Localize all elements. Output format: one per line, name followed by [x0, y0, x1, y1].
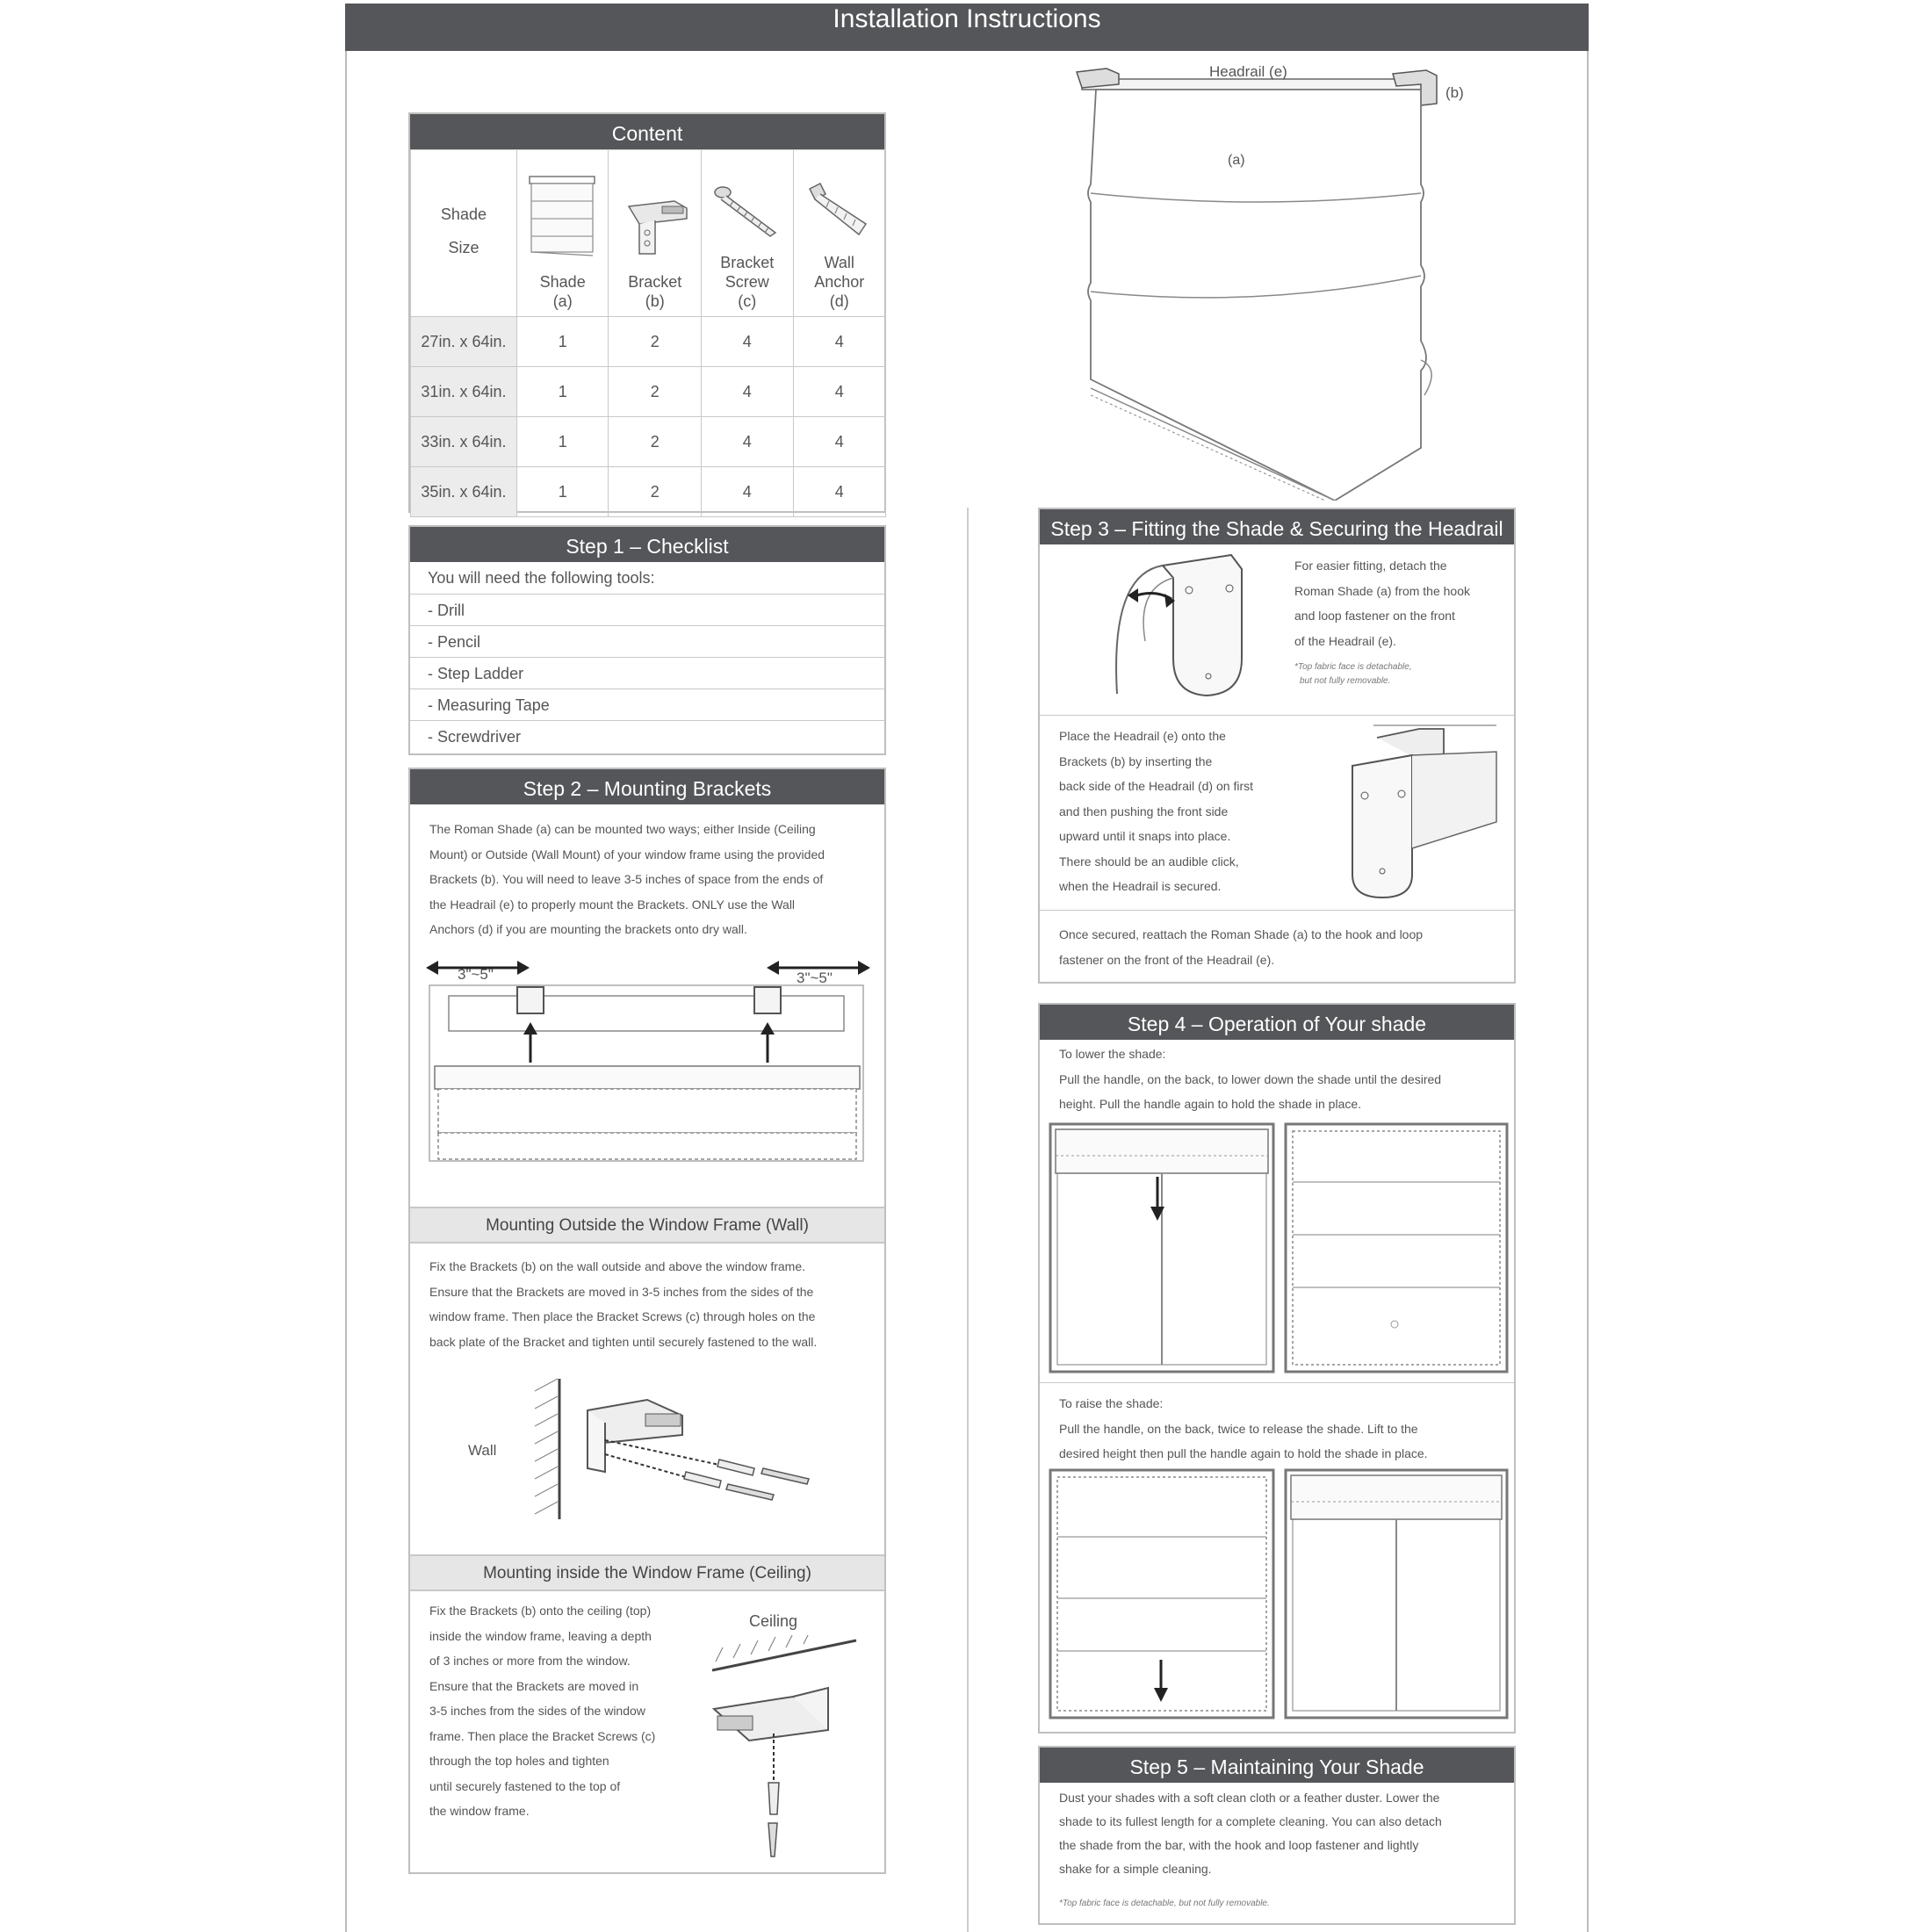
step4-section [1038, 1003, 1516, 1734]
dimension-left: 3"~5" [458, 966, 494, 983]
wall-anchor-icon [797, 178, 882, 249]
ceiling-mount-diagram [705, 1635, 872, 1864]
outside-mount-text: Fix the Brackets (b) on the wall outside and above the window frame. Ensure that the Brackets are moved in 3-5 inches from the sides of the window frame. Then place the Bracket Screws (c) through holes on the back plate of the Bracket and tighten until securely fastened to the wall. [429, 1259, 818, 1349]
roman-shade-illustration [1071, 61, 1484, 501]
step2-section [408, 768, 886, 1874]
lower-text: To lower the shade: Pull the handle, on the back, to lower down the shade until the desired height. Pull the handle again to hold the shade in place. [1059, 1047, 1442, 1111]
step1-title: Step 1 – Checklist [410, 527, 884, 562]
step1-section [408, 525, 886, 755]
list-item: - Screwdriver [410, 720, 884, 752]
step3-separator [1040, 715, 1514, 716]
tools-list [410, 562, 884, 752]
wall-label: Wall [468, 1442, 497, 1459]
tools-intro: You will need the following tools: [428, 569, 655, 587]
content-table [410, 149, 886, 517]
list-item: - Measuring Tape [410, 688, 884, 720]
bracket-icon [613, 189, 697, 268]
headrail-bracket-diagram [1321, 717, 1514, 905]
step5-title: Step 5 – Maintaining Your Shade [1040, 1748, 1514, 1783]
screw-header: Bracket Screw (c) [701, 150, 793, 317]
table-row: 27in. x 64in. 1 2 4 4 [411, 317, 886, 367]
step5-text: Dust your shades with a soft clean cloth or a feather duster. Lower the shade to its fullest length for a complete cleaning. You can also detach the shade from the bar, with the hook and loop fastener and lightly shake for a simple cleaning. [1059, 1791, 1442, 1876]
size-header: Shade Size [411, 150, 517, 317]
ceiling-label: Ceiling [749, 1612, 798, 1630]
table-row: 31in. x 64in. 1 2 4 4 [411, 367, 886, 417]
step5-note: *Top fabric face is detachable, but not fully removable. [1059, 1899, 1270, 1908]
step2-text: The Roman Shade (a) can be mounted two ways; either Inside (Ceiling Mount) or Outside (Wall Mount) of your window frame using the provided Brackets (b). You will need to leave 3-5 inches of space from the ends of the Headrail (e) to properly mount the Brackets. ONLY use the Wall Anchors (d) if you are mounting the brackets onto dry wall. [429, 822, 825, 936]
place-headrail-text: Place the Headrail (e) onto the Brackets (b) by inserting the back side of the Headrail (d) on first and then pushing the front side upward until it snaps into place. There should be an audible click, when the Headrail is secured. [1059, 729, 1253, 893]
shade-header: Shade (a) [516, 150, 609, 317]
list-item: - Drill [410, 594, 884, 625]
page-title: Installation Instructions [345, 4, 1589, 51]
screw-icon [705, 178, 789, 249]
content-section [408, 112, 886, 513]
column-divider [967, 508, 969, 1932]
outside-mount-title: Mounting Outside the Window Frame (Wall) [410, 1207, 884, 1244]
detach-note: *Top fabric face is detachable, but not fully removable. [1294, 662, 1412, 686]
reattach-text: Once secured, reattach the Roman Shade (a) to the hook and loop fastener on the front of the Headrail (e). [1059, 927, 1424, 967]
detach-shade-diagram [1057, 553, 1268, 703]
wall-mount-diagram [524, 1373, 876, 1532]
shade-icon [521, 171, 605, 268]
shade-label: (a) [1228, 153, 1245, 168]
content-title: Content [410, 114, 884, 149]
step3-section [1038, 508, 1516, 984]
table-row: 33in. x 64in. 1 2 4 4 [411, 417, 886, 467]
lower-shade-diagram [1045, 1121, 1510, 1375]
step3-separator [1040, 910, 1514, 911]
step3-title: Step 3 – Fitting the Shade & Securing the Headrail [1040, 509, 1514, 544]
inside-mount-title: Mounting inside the Window Frame (Ceiling) [410, 1554, 884, 1591]
inside-mount-text: Fix the Brackets (b) onto the ceiling (top) inside the window frame, leaving a depth of 3 inches or more from the window. Ensure that the Brackets are moved in 3-5 inches from the sides of the window frame. Then place the Bracket Screws (c) through the top holes and tighten until securely fastened to the top of the window frame. [429, 1604, 656, 1818]
detach-text: For easier fitting, detach the Roman Shade (a) from the hook and loop fastener on the front of the Headrail (e). [1294, 559, 1470, 648]
step2-title: Step 2 – Mounting Brackets [410, 769, 884, 804]
step5-section [1038, 1746, 1516, 1925]
raise-text: To raise the shade: Pull the handle, on the back, twice to release the shade. Lift to the desired height then pull the handle again to hold the shade in place. [1059, 1396, 1428, 1460]
bracket-header: Bracket (b) [609, 150, 701, 317]
bracket-label: (b) [1445, 84, 1464, 101]
anchor-header: Wall Anchor (d) [793, 150, 886, 317]
step4-title: Step 4 – Operation of Your shade [1040, 1005, 1514, 1040]
list-item: - Pencil [410, 625, 884, 657]
raise-shade-diagram [1045, 1467, 1510, 1721]
dimension-right: 3"~5" [797, 970, 833, 986]
table-header-row [411, 150, 886, 317]
table-row: 35in. x 64in. 1 2 4 4 [411, 467, 886, 517]
list-item: - Step Ladder [410, 657, 884, 688]
headrail-label: Headrail (e) [1209, 63, 1287, 80]
step4-separator [1040, 1382, 1514, 1383]
